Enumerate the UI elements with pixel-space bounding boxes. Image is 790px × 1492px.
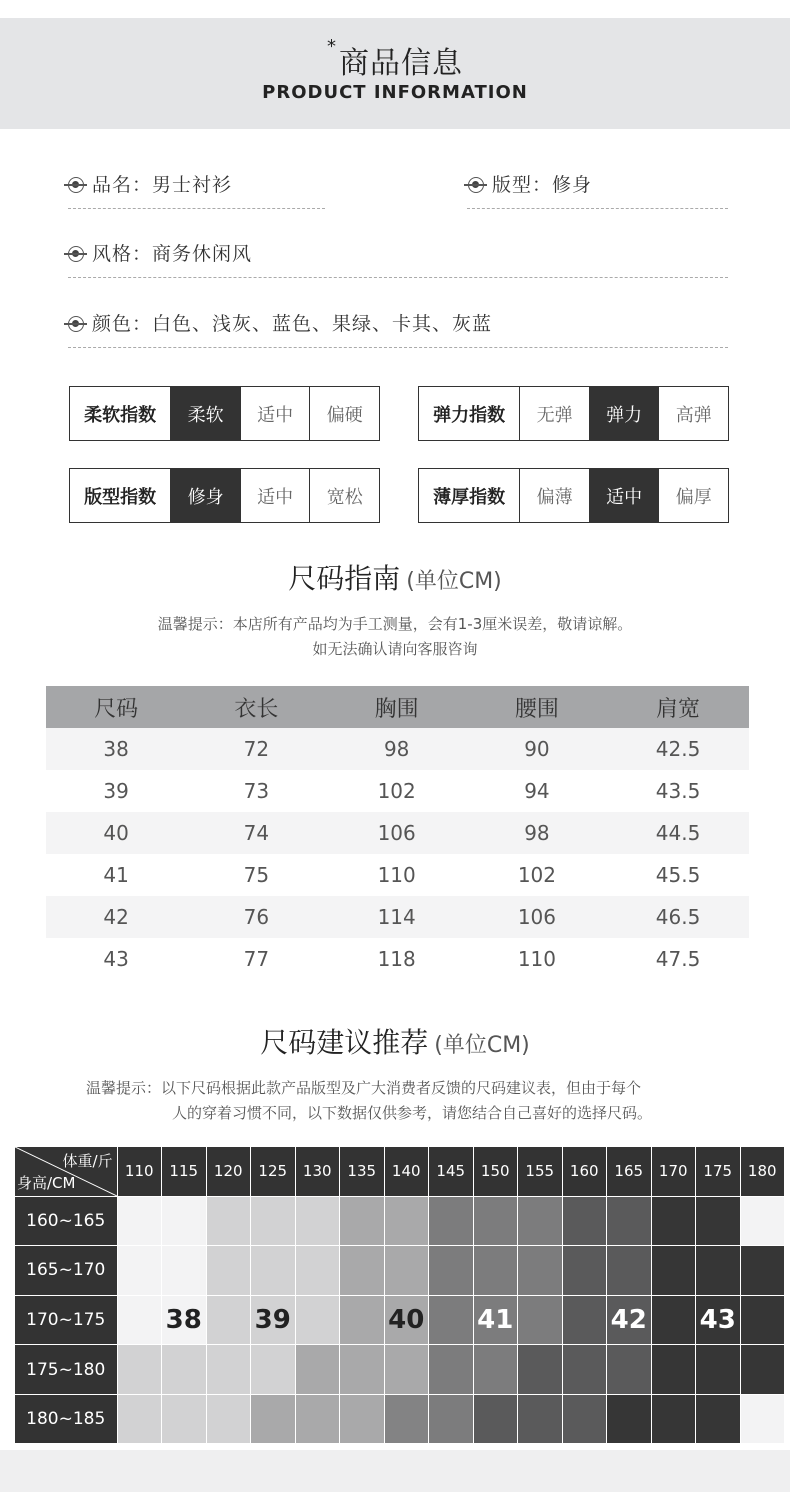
grid-cell	[696, 1246, 741, 1296]
table-cell: 94	[524, 779, 550, 803]
weight-header: 130	[295, 1147, 340, 1196]
weight-header: 125	[251, 1147, 296, 1196]
size-label: 38	[162, 1295, 207, 1345]
info-product-name: 品名：男士衬衫	[68, 170, 232, 197]
table-cell: 39	[103, 779, 129, 803]
target-bullet-icon	[68, 246, 84, 262]
size-guide-title: 尺码指南 (单位CM)	[288, 562, 502, 595]
table-cell: 76	[186, 896, 326, 938]
grid-cell	[473, 1196, 518, 1246]
table-cell: 44.5	[607, 812, 749, 854]
index-option: 修身	[170, 469, 240, 522]
table-cell: 110	[517, 947, 557, 971]
grid-cell	[117, 1345, 162, 1395]
weight-header: 120	[206, 1147, 251, 1196]
header-title-cn: *商品信息	[327, 36, 463, 81]
grid-cell	[384, 1196, 429, 1246]
table-cell: 46.5	[607, 896, 749, 938]
grid-cell	[740, 1196, 785, 1246]
grid-cell	[740, 1246, 785, 1296]
grid-cell	[473, 1345, 518, 1395]
table-cell: 90	[467, 728, 607, 770]
height-row	[15, 1295, 785, 1345]
grid-cell	[518, 1295, 563, 1345]
grid-corner: 体重/斤 身高/CM	[15, 1147, 117, 1196]
table-cell: 74	[186, 812, 326, 854]
height-label: 160~165	[15, 1196, 117, 1246]
grid-cell	[206, 1394, 251, 1444]
grid-cell	[651, 1196, 696, 1246]
grid-cell	[607, 1246, 652, 1296]
grid-cell	[295, 1345, 340, 1395]
weight-header: 150	[473, 1147, 518, 1196]
grid-cell	[162, 1394, 207, 1444]
grid-cell	[696, 1196, 741, 1246]
grid-cell	[162, 1196, 207, 1246]
table-cell: 118	[377, 947, 416, 971]
index-title: 弹力指数	[433, 404, 506, 426]
table-row	[46, 896, 749, 938]
table-cell: 98	[467, 812, 607, 854]
grid-cell	[607, 1394, 652, 1444]
table-cell: 75	[243, 863, 270, 887]
target-bullet-icon	[68, 316, 84, 332]
grid-cell	[429, 1345, 474, 1395]
table-cell: 41	[103, 863, 129, 887]
size-label: 43	[696, 1295, 741, 1345]
table-cell: 106	[467, 896, 607, 938]
size-guide-table	[46, 686, 749, 980]
table-row	[46, 728, 749, 770]
weight-header-row	[15, 1147, 785, 1196]
size-label: 41	[473, 1295, 518, 1345]
weight-header: 140	[384, 1147, 429, 1196]
index-title: 柔软指数	[84, 404, 157, 426]
grid-cell	[473, 1394, 518, 1444]
product-info-header	[0, 18, 790, 129]
height-label: 180~185	[15, 1394, 117, 1444]
table-cell: 42	[46, 896, 186, 938]
weight-header: 155	[518, 1147, 563, 1196]
table-cell: 45.5	[655, 863, 701, 887]
index-thickness	[418, 468, 729, 523]
col-header: 衣长	[186, 686, 326, 728]
table-row	[46, 812, 749, 854]
index-elasticity	[418, 386, 729, 441]
table-cell: 110	[377, 863, 416, 887]
grid-cell	[117, 1246, 162, 1296]
weight-header: 160	[562, 1147, 607, 1196]
grid-cell	[295, 1295, 340, 1345]
grid-cell	[117, 1196, 162, 1246]
size-recommend-grid	[15, 1147, 785, 1444]
info-style: 风格：商务休闲风	[68, 239, 252, 266]
index-option: 偏厚	[658, 469, 728, 522]
divider	[68, 208, 325, 209]
grid-cell	[117, 1295, 162, 1345]
table-row	[46, 938, 749, 980]
table-cell: 43	[103, 947, 129, 971]
index-title: 薄厚指数	[433, 486, 506, 508]
info-fit: 版型：修身	[468, 170, 592, 197]
grid-cell	[340, 1246, 385, 1296]
index-title: 版型指数	[84, 486, 157, 508]
info-colors: 颜色：白色、浅灰、蓝色、果绿、卡其、灰蓝	[68, 309, 492, 336]
grid-cell	[518, 1394, 563, 1444]
grid-cell	[518, 1246, 563, 1296]
height-row	[15, 1246, 785, 1296]
weight-header: 135	[340, 1147, 385, 1196]
grid-cell	[340, 1394, 385, 1444]
table-cell: 38	[46, 728, 186, 770]
table-cell: 106	[327, 812, 467, 854]
grid-cell	[607, 1345, 652, 1395]
index-option: 适中	[240, 387, 310, 440]
table-cell: 42.5	[607, 728, 749, 770]
grid-cell	[429, 1196, 474, 1246]
grid-cell	[162, 1345, 207, 1395]
top-strip	[0, 0, 790, 18]
grid-cell	[295, 1196, 340, 1246]
target-bullet-icon	[468, 177, 484, 193]
footer-strip	[0, 1450, 790, 1492]
grid-cell	[562, 1394, 607, 1444]
grid-cell	[562, 1196, 607, 1246]
grid-cell	[384, 1246, 429, 1296]
table-cell: 40	[46, 812, 186, 854]
weight-header: 170	[651, 1147, 696, 1196]
index-softness	[69, 386, 380, 441]
grid-cell	[384, 1394, 429, 1444]
table-cell: 73	[243, 779, 270, 803]
grid-cell	[384, 1345, 429, 1395]
recommend-title: 尺码建议推荐 (单位CM)	[260, 1026, 530, 1059]
target-bullet-icon	[68, 177, 84, 193]
grid-cell	[562, 1295, 607, 1345]
grid-cell	[651, 1394, 696, 1444]
size-label: 42	[607, 1295, 652, 1345]
header-title-en: PRODUCT INFORMATION	[262, 82, 528, 103]
grid-cell	[696, 1394, 741, 1444]
height-row	[15, 1196, 785, 1246]
height-row	[15, 1345, 785, 1395]
grid-cell	[607, 1196, 652, 1246]
height-row	[15, 1394, 785, 1444]
size-guide-tip: 温馨提示：本店所有产品均为手工测量，会有1-3厘米误差，敬请谅解。 如无法确认请向客服咨询	[157, 615, 633, 658]
index-option: 宽松	[309, 469, 379, 522]
grid-cell	[340, 1196, 385, 1246]
table-cell: 72	[186, 728, 326, 770]
grid-cell	[473, 1246, 518, 1296]
weight-header: 180	[740, 1147, 785, 1196]
grid-cell	[251, 1196, 296, 1246]
index-option: 适中	[240, 469, 310, 522]
grid-cell	[562, 1345, 607, 1395]
grid-cell	[429, 1394, 474, 1444]
grid-cell	[206, 1295, 251, 1345]
col-header: 尺码	[46, 686, 186, 728]
grid-cell	[696, 1345, 741, 1395]
col-header: 肩宽	[607, 686, 749, 728]
grid-cell	[340, 1345, 385, 1395]
grid-cell	[340, 1295, 385, 1345]
weight-header: 145	[429, 1147, 474, 1196]
grid-cell	[162, 1246, 207, 1296]
grid-cell	[518, 1345, 563, 1395]
index-option: 高弹	[658, 387, 728, 440]
grid-cell	[117, 1394, 162, 1444]
table-cell: 114	[327, 896, 467, 938]
weight-header: 115	[162, 1147, 207, 1196]
grid-cell	[518, 1196, 563, 1246]
grid-cell	[651, 1246, 696, 1296]
table-cell: 77	[243, 947, 270, 971]
index-option: 柔软	[170, 387, 240, 440]
weight-header: 165	[607, 1147, 652, 1196]
table-cell: 102	[517, 863, 557, 887]
grid-cell	[740, 1295, 785, 1345]
grid-cell	[740, 1345, 785, 1395]
grid-cell	[251, 1394, 296, 1444]
index-option: 偏硬	[309, 387, 379, 440]
grid-cell	[429, 1246, 474, 1296]
weight-header: 110	[117, 1147, 162, 1196]
index-option: 适中	[589, 469, 659, 522]
height-label: 175~180	[15, 1345, 117, 1395]
grid-cell	[295, 1246, 340, 1296]
index-option: 弹力	[589, 387, 659, 440]
index-option: 无弹	[519, 387, 589, 440]
table-cell: 102	[377, 779, 416, 803]
index-fit	[69, 468, 380, 523]
divider	[467, 208, 728, 209]
grid-cell	[251, 1345, 296, 1395]
grid-cell	[251, 1246, 296, 1296]
recommend-tip: 温馨提示：以下尺码根据此款产品版型及广大消费者反馈的尺码建议表，但由于每个 人的穿着习惯不同，以下数据仅供参考，请您结合自己喜好的选择尺码。	[86, 1079, 653, 1122]
size-label: 39	[251, 1295, 296, 1345]
divider	[68, 347, 728, 348]
grid-cell	[651, 1345, 696, 1395]
grid-cell	[429, 1295, 474, 1345]
table-cell: 43.5	[655, 779, 701, 803]
height-label: 165~170	[15, 1246, 117, 1296]
grid-cell	[295, 1394, 340, 1444]
grid-cell	[651, 1295, 696, 1345]
index-option: 偏薄	[519, 469, 589, 522]
height-label: 170~175	[15, 1295, 117, 1345]
grid-cell	[740, 1394, 785, 1444]
divider	[68, 277, 728, 278]
grid-cell	[562, 1246, 607, 1296]
table-row	[46, 854, 749, 896]
size-label: 40	[384, 1295, 429, 1345]
table-row	[46, 770, 749, 812]
table-cell: 47.5	[655, 947, 701, 971]
grid-cell	[206, 1196, 251, 1246]
weight-header: 175	[696, 1147, 741, 1196]
table-cell: 98	[327, 728, 467, 770]
col-header: 胸围	[327, 686, 467, 728]
size-table-header	[46, 686, 749, 728]
grid-cell	[206, 1345, 251, 1395]
grid-cell	[206, 1246, 251, 1296]
col-header: 腰围	[467, 686, 607, 728]
